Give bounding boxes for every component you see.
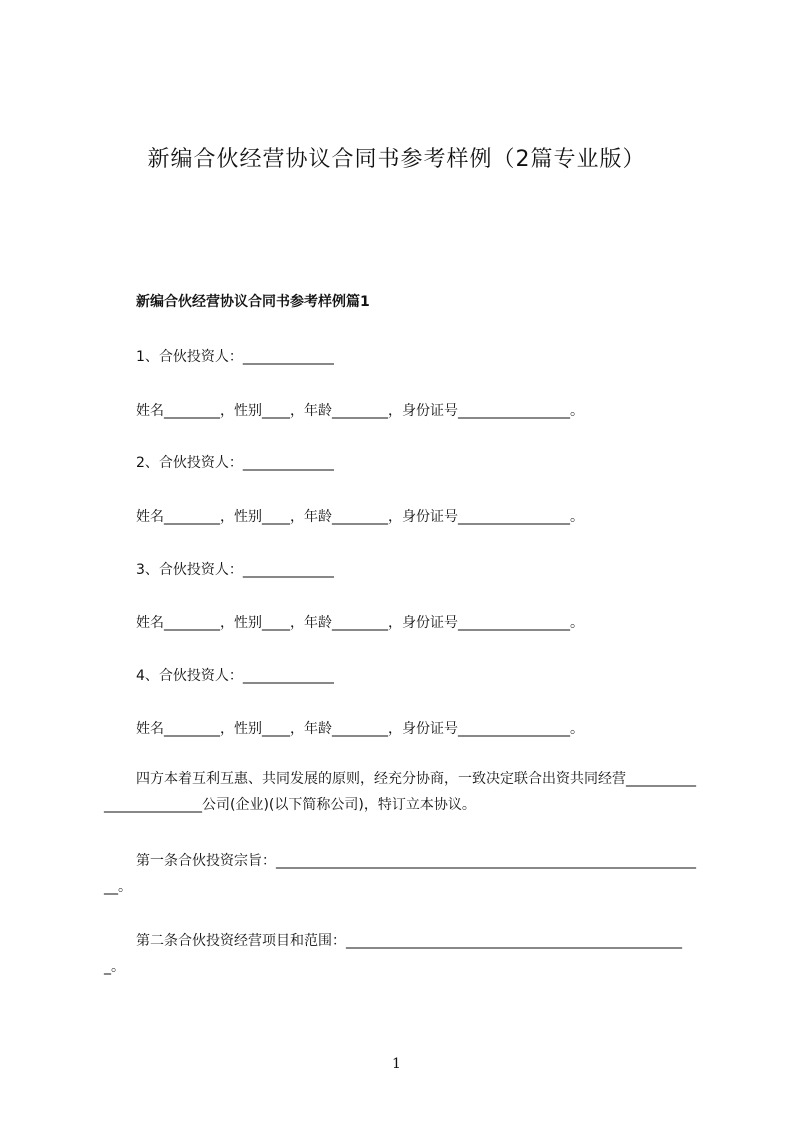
partner-4-details: 姓名________，性别____，年龄________，身份证号________________。 xyxy=(136,721,584,737)
section-heading: 新编合伙经营协议合同书参考样例篇1 xyxy=(136,294,370,310)
partner-1-details: 姓名________，性别____，年龄________，身份证号________________。 xyxy=(136,403,584,419)
partner-3-line: 3、合伙投资人：_____________ xyxy=(136,562,334,578)
partner-2-line: 2、合伙投资人：_____________ xyxy=(136,455,334,471)
document-title: 新编合伙经营协议合同书参考样例（2篇专业版） xyxy=(147,147,646,172)
article-2-paragraph: 第二条合伙投资经营项目和范围：_________________________________________________。 xyxy=(104,933,682,975)
partner-1-line: 1、合伙投资人：_____________ xyxy=(136,349,334,365)
partner-3-details: 姓名________，性别____，年龄________，身份证号________________。 xyxy=(136,615,584,631)
partner-4-line: 4、合伙投资人：_____________ xyxy=(136,668,334,684)
page-number: 1 xyxy=(392,1056,401,1072)
partner-2-details: 姓名________，性别____，年龄________，身份证号________________。 xyxy=(136,509,584,525)
agreement-intro-paragraph: 四方本着互利互惠、共同发展的原则，经充分协商，一致决定联合出资共同经营________________________公司(企业)(以下简称公司)，特订立本协议。 xyxy=(104,771,696,813)
article-1-paragraph: 第一条合伙投资宗旨：______________________________________________________________。 xyxy=(104,853,696,895)
